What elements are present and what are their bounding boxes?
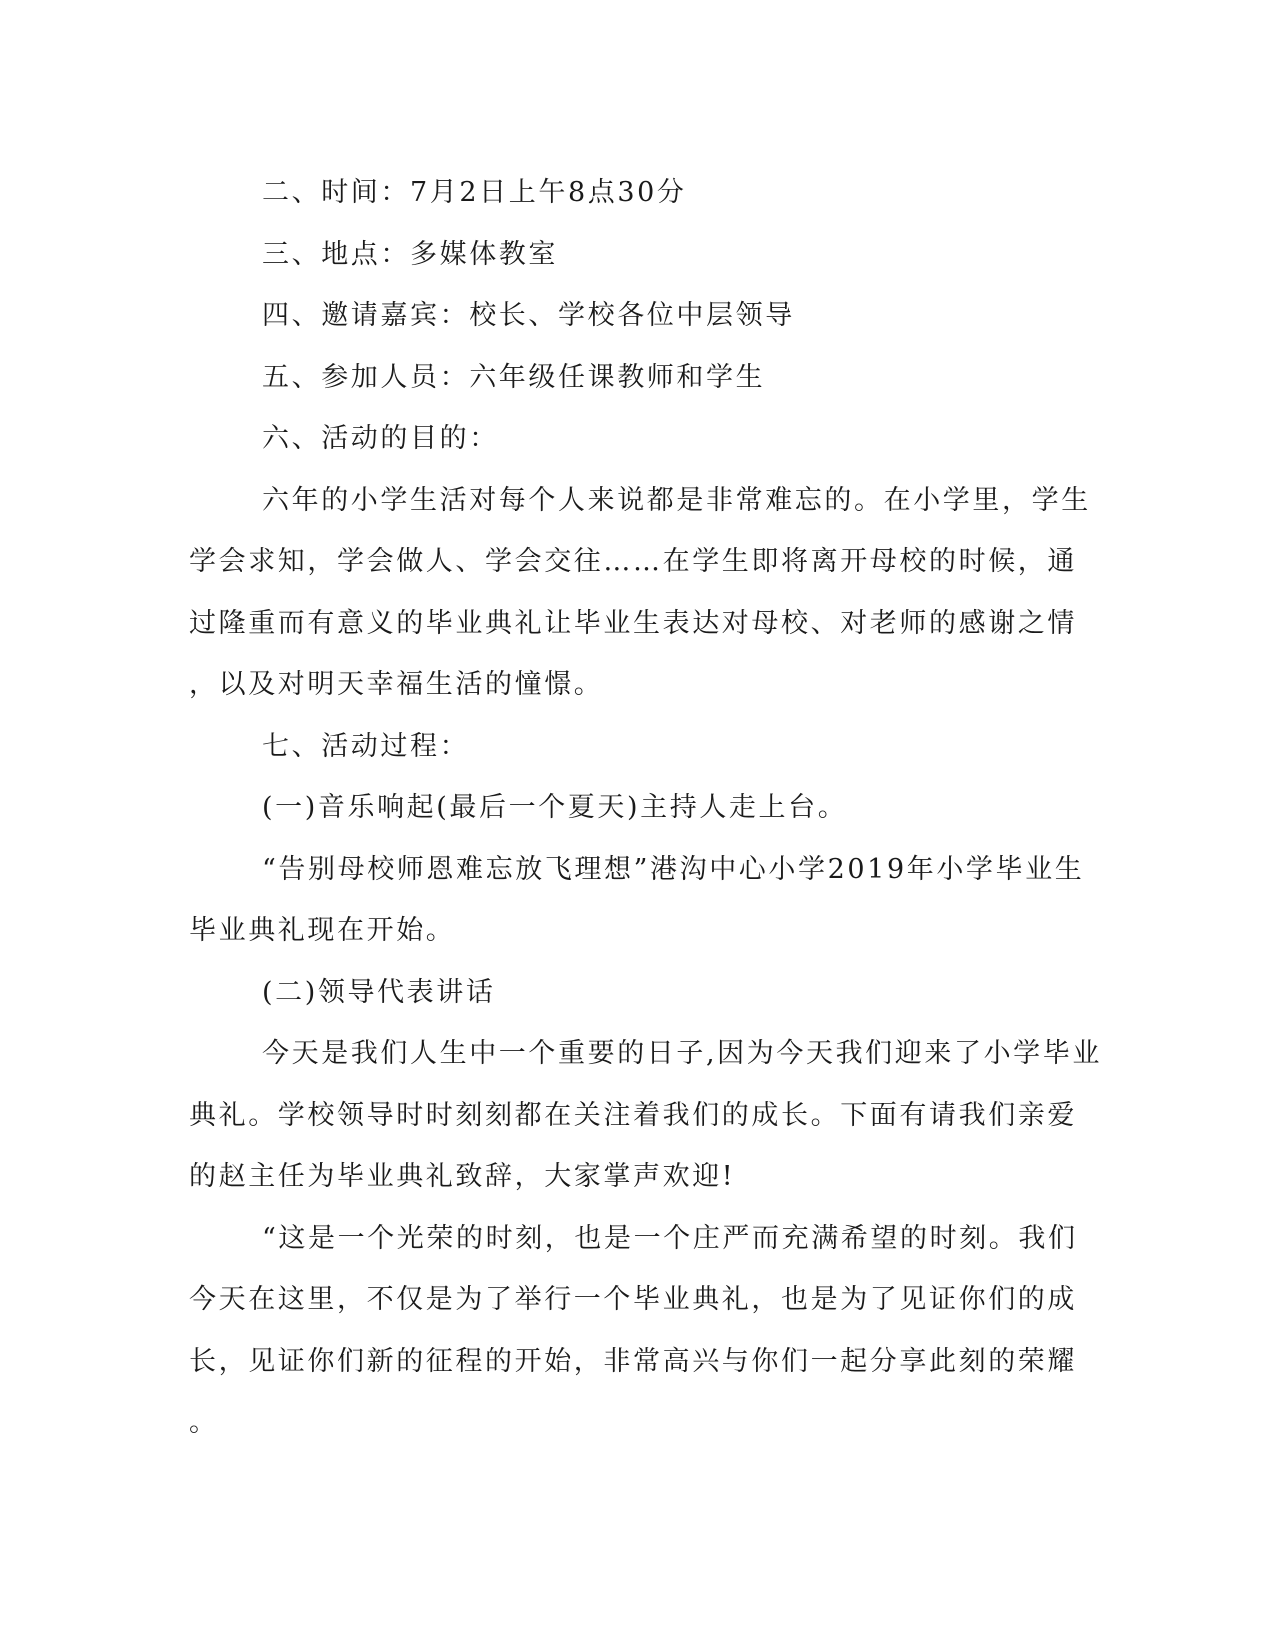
text-line: (一)音乐响起(最后一个夏天)主持人走上台。: [262, 792, 848, 823]
text-line: 今天是我们人生中一个重要的日子,因为今天我们迎来了小学毕业: [262, 1038, 1102, 1069]
text-line: 五、参加人员：六年级任课教师和学生: [262, 361, 766, 393]
paragraph-purpose-heading: [189, 408, 1089, 470]
text-line: 七、活动过程：: [262, 730, 470, 762]
text-line: 六年的小学生活对每个人来说都是非常难忘的。在小学里，学生: [262, 484, 1091, 516]
text-line: 二、时间：7月2日上午8点30分: [262, 177, 687, 208]
document-body: [189, 162, 1102, 1454]
paragraph-guests: [189, 285, 1089, 347]
text-line: 长，见证你们新的征程的开始，非常高兴与你们一起分享此刻的荣耀: [189, 1345, 1077, 1377]
paragraph-purpose-body: [189, 470, 1089, 716]
text-line: 毕业典礼现在开始。: [189, 915, 456, 946]
paragraph-step-one: [189, 777, 1089, 839]
text-line: “告别母校师恩难忘放飞理想”港沟中心小学2019年小学毕业生: [262, 853, 1085, 885]
paragraph-host-speech: [189, 1023, 1102, 1208]
text-line: (二)领导代表讲话: [262, 976, 496, 1008]
text-line: 过隆重而有意义的毕业典礼让毕业生表达对母校、对老师的感谢之情: [189, 607, 1077, 639]
paragraph-process-heading: [189, 716, 1089, 778]
text-line: 学会求知，学会做人、学会交往……在学生即将离开母校的时候，通: [189, 546, 1077, 577]
text-line: ，以及对明天幸福生活的憧憬。: [189, 669, 604, 700]
paragraph-location: [189, 224, 1089, 286]
text-line: 六、活动的目的：: [262, 423, 499, 454]
text-line: 典礼。学校领导时时刻刻都在关注着我们的成长。下面有请我们亲爱: [189, 1099, 1077, 1131]
paragraph-participants: [189, 347, 1089, 409]
text-line: 四、邀请嘉宾：校长、学校各位中层领导: [262, 300, 795, 331]
text-line: 。: [189, 1407, 219, 1438]
text-line: 的赵主任为毕业典礼致辞，大家掌声欢迎!: [189, 1161, 736, 1192]
paragraph-step-two: [189, 962, 1089, 1024]
paragraph-opening: [189, 839, 1089, 962]
paragraph-leader-speech: [189, 1208, 1089, 1454]
text-line: “这是一个光荣的时刻，也是一个庄严而充满希望的时刻。我们: [262, 1222, 1078, 1254]
text-line: 三、地点：多媒体教室: [262, 238, 558, 270]
text-line: 今天在这里，不仅是为了举行一个毕业典礼，也是为了见证你们的成: [189, 1284, 1077, 1315]
paragraph-time: [189, 162, 1089, 224]
